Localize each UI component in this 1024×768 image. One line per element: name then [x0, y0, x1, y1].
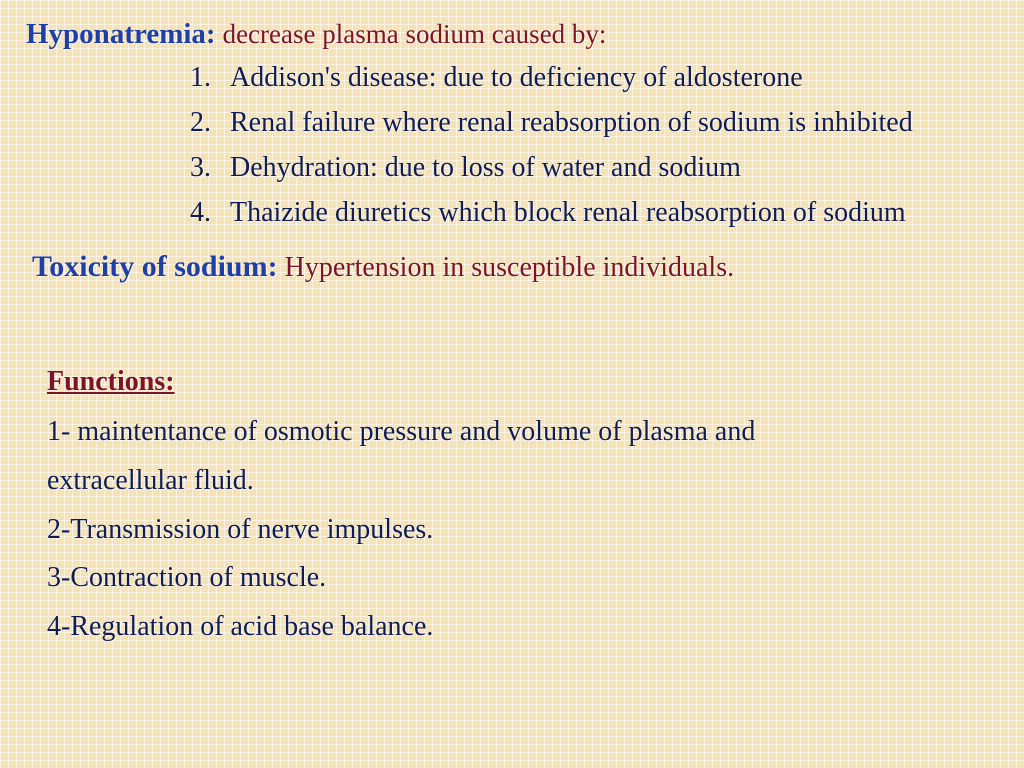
function-line: 3-Contraction of muscle.	[47, 562, 327, 593]
cause-item	[190, 197, 913, 242]
cause-text: Addison's disease: due to deficiency of aldosterone	[230, 62, 803, 93]
hyponatremia-heading	[26, 18, 606, 51]
cause-number: 4.	[190, 197, 211, 228]
hyponatremia-cause-list	[190, 62, 913, 242]
functions-heading: Functions:	[47, 366, 175, 397]
cause-item	[190, 107, 913, 152]
toxicity-text: Hypertension in susceptible individuals.	[284, 252, 735, 283]
function-line: extracellular fluid.	[47, 465, 254, 496]
hyponatremia-label: Hyponatremia:	[26, 18, 216, 50]
cause-item	[190, 152, 913, 197]
cause-number: 3.	[190, 152, 211, 183]
cause-text: Dehydration: due to loss of water and sodium	[230, 152, 741, 183]
cause-number: 2.	[190, 107, 211, 138]
toxicity-heading	[32, 250, 734, 284]
cause-number: 1.	[190, 62, 211, 93]
function-line: 2-Transmission of nerve impulses.	[47, 514, 434, 545]
cause-text: Renal failure where renal reabsorption of sodium is inhibited	[230, 107, 913, 138]
function-line: 1- maintentance of osmotic pressure and volume of plasma and	[47, 416, 756, 447]
hyponatremia-definition: decrease plasma sodium caused by:	[222, 19, 607, 49]
cause-item	[190, 62, 913, 107]
function-line: 4-Regulation of acid base balance.	[47, 611, 434, 642]
cause-text: Thaizide diuretics which block renal reabsorption of sodium	[230, 197, 906, 228]
toxicity-label: Toxicity of sodium:	[32, 250, 278, 283]
